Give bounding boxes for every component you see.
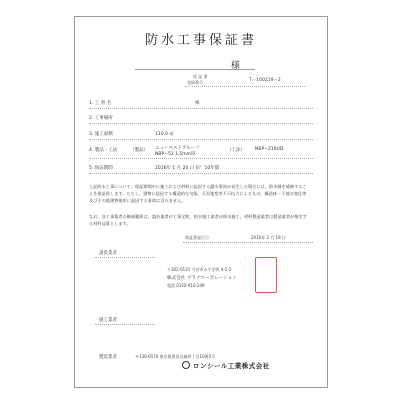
field-label-project-name: 1. 工 事 名: [89, 101, 112, 106]
contractor-company: 株式会社 プラナコーポレーション: [167, 276, 238, 281]
installer-label-underline: [95, 324, 155, 325]
cert-no-label-2: 登録番号: [187, 80, 203, 85]
field-value-product: ニューベストプルーフ: [155, 146, 200, 151]
cert-number: T－160219－2: [249, 78, 281, 83]
responsibility-clause: なお，各工事業者の権威範囲は，請負業者が工事全般，防水施工業者が防水施工，材料製造業者は製造業者が指定する材料品質とします。: [89, 214, 307, 226]
divider: [89, 139, 313, 140]
field-label-method: （工法）: [227, 148, 245, 153]
contractor-address: 〒302-0131 守谷市みずき野 4-5-3: [167, 267, 232, 272]
document-title: 防水工事保証書: [144, 33, 257, 48]
maker-logo-icon: [182, 361, 190, 369]
divider: [89, 108, 313, 109]
field-label-area: 3. 施工面積: [89, 132, 113, 137]
maker-label: 製造業者: [99, 355, 117, 360]
contractor-label: 請負業者: [99, 251, 117, 256]
divider: [89, 158, 313, 159]
issue-date-underline: [183, 242, 313, 243]
maker-name: ロンシール工業株式会社: [193, 362, 270, 370]
addressee-suffix: 様: [231, 61, 241, 71]
warranty-clause: 上記防水工事について，保証期間中に施工および材料に起因する漏水事故が発生した場合には，防水層を補修することを保証致します。ただし，建物に起因する構造的な欠陥，天災地変等不可抗力によるもの，構造体・下地の変化等及びその他建物使用に起因する事故は含みません。: [89, 184, 307, 203]
issue-date: 2016年 2 月 19 日: [251, 235, 286, 240]
cert-no-underline: [185, 86, 305, 87]
issue-date-label: 保証書発行日: [185, 235, 209, 240]
field-label-product: 4. 製品・工法: [89, 148, 118, 153]
field-value-area: 110.0 ㎡: [155, 132, 174, 137]
maker-address: 〒130-6570 東京都墨田区緑四丁目10番5号: [135, 354, 216, 359]
addressee-underline: [135, 69, 255, 70]
field-label-location: 2. 工事場所: [89, 116, 113, 121]
field-value-method: NBP−210UD: [255, 147, 284, 152]
installer-label: 施工業者: [99, 318, 117, 323]
divider: [89, 123, 313, 124]
cert-no-label-1: 保 証 書: [193, 74, 208, 79]
field-value-product-spec: NBP−51 1.5mm厚: [155, 152, 196, 157]
divider: [89, 173, 313, 174]
field-value-product-prefix: （製品）: [130, 148, 148, 153]
contractor-phone: 電話 0120-910-249: [167, 283, 205, 288]
company-seal: [255, 257, 277, 293]
field-label-period: 5. 保証期間: [89, 166, 113, 171]
contractor-label-underline: [95, 257, 155, 258]
field-value-period: 2016年 1 月 20 日 0？ 10年間: [155, 166, 220, 171]
warranty-certificate: [74, 16, 328, 388]
field-value-project-name: 様: [195, 101, 200, 106]
